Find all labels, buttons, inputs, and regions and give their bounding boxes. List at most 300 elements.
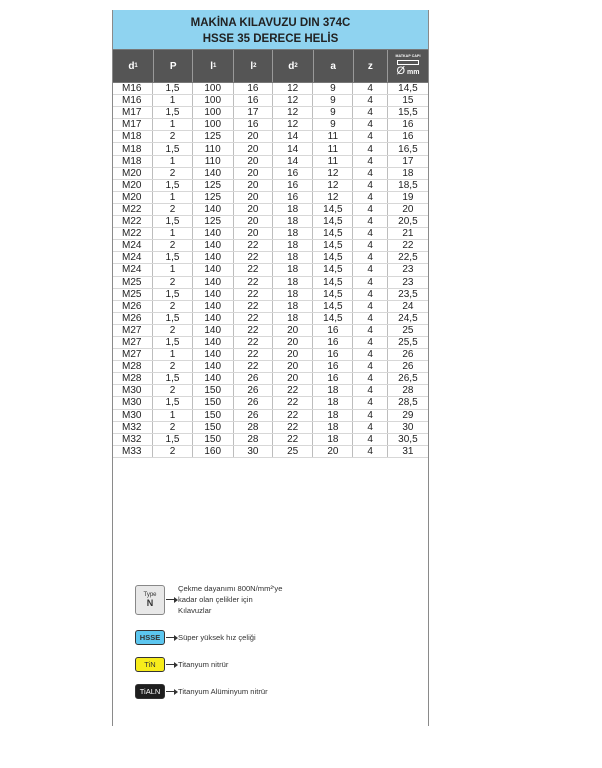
table-cell: 18 (402, 167, 414, 179)
table-cell: M17 (113, 119, 153, 130)
table-cell: 18 (313, 410, 353, 421)
table-cell: 25,5 (398, 337, 418, 349)
table-cell: 1,5 (153, 337, 192, 348)
legend (135, 583, 415, 699)
table-row (113, 385, 428, 397)
table-cell: 1,5 (153, 313, 192, 324)
table-row (113, 313, 428, 325)
table-cell: 150 (193, 422, 234, 433)
table-cell: 20 (273, 337, 313, 348)
table-cell: 14 (273, 143, 313, 154)
table-cell: 20 (234, 131, 273, 142)
table-cell: 2 (153, 361, 192, 372)
hsse-badge: HSSE (135, 630, 165, 645)
table-cell: 18 (273, 289, 313, 300)
table-cell: 29 (402, 409, 414, 421)
table-cell: 16 (234, 95, 273, 106)
table-cell: 24 (402, 300, 414, 312)
table-cell: 140 (193, 301, 234, 312)
table-cell: 16 (313, 349, 353, 360)
table-cell: 4 (353, 325, 387, 336)
table-cell: 4 (353, 156, 387, 167)
table-cell: 25 (273, 446, 313, 457)
table-cell: 31 (402, 445, 414, 457)
table-cell: 4 (353, 337, 387, 348)
table-cell: 18 (313, 434, 353, 445)
table-cell: 2 (153, 446, 192, 457)
table-cell: 1,5 (153, 83, 192, 94)
header-d1: d 1 (113, 50, 154, 82)
table-cell: 4 (353, 143, 387, 154)
table-cell: 4 (353, 446, 387, 457)
table-cell: 100 (193, 83, 234, 94)
table-cell: 4 (353, 277, 387, 288)
table-cell: 12 (273, 95, 313, 106)
table-cell: 16 (273, 168, 313, 179)
table-cell: M28 (113, 373, 153, 384)
table-cell: 18 (273, 240, 313, 251)
table-cell: M27 (113, 349, 153, 360)
table-cell: 2 (153, 240, 192, 251)
table-cell: 2 (153, 422, 192, 433)
table-cell: 1,5 (153, 373, 192, 384)
table-cell: 12 (273, 107, 313, 118)
title-line-2: HSSE 35 DERECE HELİS (202, 33, 339, 45)
table-cell: 18 (313, 385, 353, 396)
table-cell: 20 (234, 156, 273, 167)
table-cell: M20 (113, 180, 153, 191)
table-cell: 140 (193, 325, 234, 336)
table-cell: 14,5 (313, 301, 353, 312)
table-cell: M25 (113, 277, 153, 288)
table-cell: 9 (313, 95, 353, 106)
table-cell: 140 (193, 277, 234, 288)
table-cell: M24 (113, 264, 153, 275)
table-header (113, 50, 428, 83)
table-cell: 4 (353, 397, 387, 408)
table-cell: 12 (313, 192, 353, 203)
table-cell: 20 (273, 373, 313, 384)
table-cell: 22,5 (398, 252, 418, 264)
table-cell: 16 (273, 180, 313, 191)
table-row (113, 95, 428, 107)
table-cell: 4 (353, 349, 387, 360)
table-cell: 16 (234, 119, 273, 130)
table-row (113, 264, 428, 276)
table-cell: 18 (273, 277, 313, 288)
tin-badge: TiN (135, 657, 165, 672)
drill-diameter-icon: MATKAP CAPI Ø mm (395, 54, 421, 77)
table-cell: M26 (113, 301, 153, 312)
table-cell: 20 (234, 180, 273, 191)
table-row (113, 131, 428, 143)
tialn-badge: TiALN (135, 684, 165, 699)
table-cell: 9 (313, 83, 353, 94)
table-cell: 18 (313, 397, 353, 408)
table-cell: 20 (234, 204, 273, 215)
table-cell: 23,5 (398, 288, 418, 300)
table-cell: 20 (234, 143, 273, 154)
table-cell: 2 (153, 204, 192, 215)
table-cell: 15,5 (398, 107, 418, 119)
table-row (113, 180, 428, 192)
table-cell: 30 (402, 421, 414, 433)
table-cell: 14,5 (313, 277, 353, 288)
table-cell: 140 (193, 264, 234, 275)
table-cell: 1,5 (153, 397, 192, 408)
table-cell: M17 (113, 107, 153, 118)
table-cell: 14,5 (313, 240, 353, 251)
table-cell: 20 (234, 168, 273, 179)
table-cell: 20 (234, 228, 273, 239)
table-cell: 140 (193, 349, 234, 360)
table-row (113, 252, 428, 264)
table-cell: 30,5 (398, 433, 418, 445)
table-cell: 18 (273, 204, 313, 215)
table-body (113, 83, 428, 458)
table-cell: 110 (193, 156, 234, 167)
table-cell: 18 (273, 301, 313, 312)
table-cell: 22 (234, 264, 273, 275)
table-cell: M16 (113, 83, 153, 94)
table-cell: 22 (234, 337, 273, 348)
table-cell: 1,5 (153, 434, 192, 445)
table-cell: 2 (153, 325, 192, 336)
table-cell: M25 (113, 289, 153, 300)
table-row (113, 168, 428, 180)
table-cell: M27 (113, 337, 153, 348)
table-cell: 4 (353, 192, 387, 203)
table-cell: 2 (153, 168, 192, 179)
table-cell: 22 (234, 277, 273, 288)
table-row (113, 349, 428, 361)
table-cell: 18 (273, 313, 313, 324)
table-cell: M26 (113, 313, 153, 324)
table-cell: 2 (153, 277, 192, 288)
table-row (113, 156, 428, 168)
table-cell: 100 (193, 107, 234, 118)
table-row (113, 107, 428, 119)
table-cell: 9 (313, 107, 353, 118)
table-row (113, 325, 428, 337)
table-cell: 30 (234, 446, 273, 457)
table-cell: 16 (402, 131, 414, 143)
title-line-1: MAKİNA KILAVUZU DIN 374C (190, 17, 351, 29)
table-cell: M32 (113, 434, 153, 445)
table-cell: 4 (353, 252, 387, 263)
header-d2: d 2 (273, 50, 313, 82)
table-cell: 1 (153, 156, 192, 167)
table-cell: 16 (313, 361, 353, 372)
table-cell: 23 (402, 264, 414, 276)
table-row (113, 216, 428, 228)
arrow-icon (166, 599, 175, 600)
table-cell: 4 (353, 204, 387, 215)
table-cell: 26 (402, 361, 414, 373)
table-row (113, 434, 428, 446)
table-cell: 125 (193, 131, 234, 142)
table-cell: 125 (193, 180, 234, 191)
table-cell: M18 (113, 143, 153, 154)
type-n-badge: Type N (135, 585, 165, 615)
table-row (113, 119, 428, 131)
table-cell: 17 (402, 155, 414, 167)
table-cell: 22 (234, 361, 273, 372)
table-cell: 20 (273, 325, 313, 336)
table-cell: 4 (353, 361, 387, 372)
table-cell: 20 (273, 349, 313, 360)
table-cell: 26 (234, 373, 273, 384)
header-l1: l 1 (193, 50, 234, 82)
table-cell: 22 (402, 240, 414, 252)
table-cell: 20 (234, 216, 273, 227)
table-cell: 11 (313, 156, 353, 167)
table-cell: 4 (353, 240, 387, 251)
table-cell: 22 (273, 434, 313, 445)
legend-hsse: HSSE Süper yüksek hız çeliği (135, 630, 415, 645)
table-cell: 12 (273, 119, 313, 130)
table-cell: M28 (113, 361, 153, 372)
table-row (113, 204, 428, 216)
table-cell: 1,5 (153, 180, 192, 191)
header-l2: l 2 (234, 50, 273, 82)
arrow-icon (166, 664, 175, 665)
table-cell: 18 (273, 228, 313, 239)
table-cell: 12 (273, 83, 313, 94)
table-cell: 28 (234, 434, 273, 445)
table-row (113, 361, 428, 373)
table-cell: M24 (113, 252, 153, 263)
table-cell: 22 (234, 325, 273, 336)
table-cell: 1,5 (153, 216, 192, 227)
table-cell: M30 (113, 397, 153, 408)
table-cell: 140 (193, 361, 234, 372)
table-cell: 4 (353, 83, 387, 94)
table-cell: 140 (193, 240, 234, 251)
table-cell: 20 (402, 203, 414, 215)
table-cell: 4 (353, 264, 387, 275)
table-cell: M30 (113, 410, 153, 421)
table-cell: 140 (193, 313, 234, 324)
table-cell: 20 (313, 446, 353, 457)
table-cell: 26 (234, 385, 273, 396)
table-cell: 4 (353, 373, 387, 384)
product-sheet (112, 10, 429, 726)
table-cell: 14,5 (313, 313, 353, 324)
table-cell: 18,5 (398, 179, 418, 191)
table-cell: 150 (193, 434, 234, 445)
arrow-icon (166, 691, 175, 692)
table-cell: 4 (353, 385, 387, 396)
table-cell: 1,5 (153, 107, 192, 118)
table-cell: 14,5 (313, 228, 353, 239)
table-cell: 14,5 (313, 289, 353, 300)
table-cell: 22 (234, 313, 273, 324)
table-cell: 4 (353, 434, 387, 445)
table-cell: 20 (234, 192, 273, 203)
table-row (113, 289, 428, 301)
table-cell: 20,5 (398, 216, 418, 228)
table-cell: 140 (193, 204, 234, 215)
table-cell: M33 (113, 446, 153, 457)
table-cell: 22 (273, 397, 313, 408)
table-cell: 22 (234, 289, 273, 300)
table-cell: M22 (113, 216, 153, 227)
table-row (113, 240, 428, 252)
table-cell: 19 (402, 191, 414, 203)
header-drill-diameter (388, 50, 428, 82)
table-cell: 2 (153, 131, 192, 142)
table-cell: 23 (402, 276, 414, 288)
table-cell: M32 (113, 422, 153, 433)
table-cell: 14 (273, 156, 313, 167)
table-cell: 140 (193, 373, 234, 384)
table-cell: 18 (273, 216, 313, 227)
table-cell: 4 (353, 95, 387, 106)
table-cell: 140 (193, 168, 234, 179)
table-cell: 9 (313, 119, 353, 130)
header-a: a (314, 50, 354, 82)
legend-tin: TiN Titanyum nitrür (135, 657, 415, 672)
table-row (113, 277, 428, 289)
table-cell: M20 (113, 168, 153, 179)
table-cell: 1 (153, 228, 192, 239)
table-row (113, 446, 428, 458)
table-cell: 28 (402, 385, 414, 397)
table-row (113, 337, 428, 349)
table-cell: M18 (113, 131, 153, 142)
table-cell: 1 (153, 264, 192, 275)
legend-type: Type N Çekme dayanımı 800N/mm²'ye kadar olan çelikler için Kılavuzlar (135, 583, 415, 616)
table-cell: 2 (153, 385, 192, 396)
table-cell: 28 (234, 422, 273, 433)
arrow-icon (166, 637, 175, 638)
table-cell: 16 (234, 83, 273, 94)
table-cell: 100 (193, 119, 234, 130)
table-cell: 22 (234, 349, 273, 360)
table-cell: 150 (193, 385, 234, 396)
table-cell: 1 (153, 95, 192, 106)
table-cell: 1,5 (153, 289, 192, 300)
table-cell: 16 (313, 373, 353, 384)
table-cell: M24 (113, 240, 153, 251)
table-cell: M22 (113, 228, 153, 239)
table-cell: 18 (273, 264, 313, 275)
table-cell: 1,5 (153, 252, 192, 263)
table-cell: M22 (113, 204, 153, 215)
table-cell: 22 (273, 385, 313, 396)
table-title (113, 10, 428, 50)
table-cell: 21 (402, 228, 414, 240)
table-cell: 22 (234, 240, 273, 251)
table-cell: 4 (353, 131, 387, 142)
table-cell: M27 (113, 325, 153, 336)
table-cell: 4 (353, 313, 387, 324)
table-cell: 16 (313, 325, 353, 336)
table-cell: 4 (353, 301, 387, 312)
table-row (113, 410, 428, 422)
table-cell: 26,5 (398, 373, 418, 385)
table-cell: 140 (193, 228, 234, 239)
table-cell: 125 (193, 216, 234, 227)
table-cell: 20 (273, 361, 313, 372)
table-cell: 16 (402, 119, 414, 131)
table-cell: 4 (353, 107, 387, 118)
table-cell: 16,5 (398, 143, 418, 155)
table-row (113, 228, 428, 240)
table-cell: 4 (353, 119, 387, 130)
table-cell: M16 (113, 95, 153, 106)
table-cell: 12 (313, 168, 353, 179)
table-cell: M20 (113, 192, 153, 203)
table-row (113, 422, 428, 434)
table-cell: 4 (353, 410, 387, 421)
table-cell: 4 (353, 168, 387, 179)
table-row (113, 192, 428, 204)
table-cell: 14 (273, 131, 313, 142)
header-p: P (154, 50, 193, 82)
table-cell: 15 (402, 95, 414, 107)
table-cell: M18 (113, 156, 153, 167)
table-cell: 14,5 (313, 264, 353, 275)
table-cell: 4 (353, 422, 387, 433)
table-cell: 12 (313, 180, 353, 191)
table-cell: 17 (234, 107, 273, 118)
table-cell: 16 (273, 192, 313, 203)
table-cell: 22 (234, 301, 273, 312)
table-cell: 1 (153, 192, 192, 203)
table-cell: 140 (193, 337, 234, 348)
table-cell: 25 (402, 324, 414, 336)
table-cell: 22 (273, 410, 313, 421)
table-cell: 26 (234, 410, 273, 421)
table-cell: 22 (273, 422, 313, 433)
table-cell: 4 (353, 216, 387, 227)
table-cell: 14,5 (313, 204, 353, 215)
table-cell: 26 (234, 397, 273, 408)
table-cell: 160 (193, 446, 234, 457)
header-z: z (354, 50, 388, 82)
table-cell: 14,5 (398, 83, 418, 95)
table-cell: 4 (353, 228, 387, 239)
table-cell: 16 (313, 337, 353, 348)
table-cell: 1 (153, 349, 192, 360)
table-cell: 24,5 (398, 312, 418, 324)
table-cell: 110 (193, 143, 234, 154)
table-cell: 150 (193, 410, 234, 421)
table-cell: 11 (313, 131, 353, 142)
legend-tialn: TiALN Titanyum Alüminyum nitrür (135, 684, 415, 699)
table-cell: 140 (193, 289, 234, 300)
table-row (113, 143, 428, 155)
table-cell: 1 (153, 410, 192, 421)
table-cell: 1,5 (153, 143, 192, 154)
table-cell: 11 (313, 143, 353, 154)
table-row (113, 373, 428, 385)
table-row (113, 301, 428, 313)
table-row (113, 83, 428, 95)
table-cell: 26 (402, 349, 414, 361)
table-cell: 22 (234, 252, 273, 263)
table-row (113, 397, 428, 409)
table-cell: 28,5 (398, 397, 418, 409)
table-cell: 18 (313, 422, 353, 433)
table-cell: M30 (113, 385, 153, 396)
table-cell: 125 (193, 192, 234, 203)
table-cell: 2 (153, 301, 192, 312)
table-cell: 14,5 (313, 252, 353, 263)
table-cell: 1 (153, 119, 192, 130)
